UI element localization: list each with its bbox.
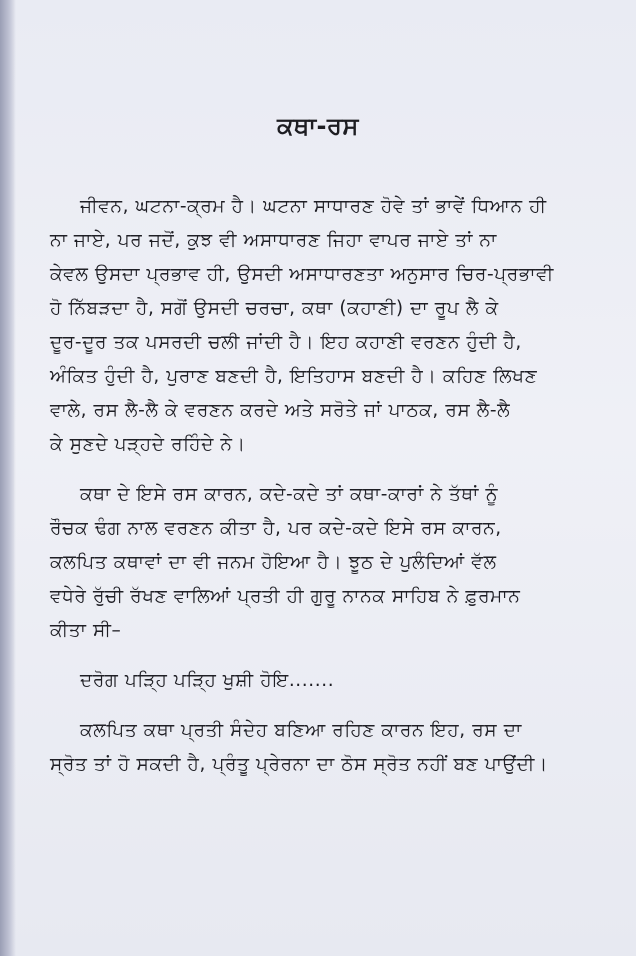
text-line: ਕੇਵਲ ਉਸਦਾ ਪ੍ਰਭਾਵ ਹੀ, ਉਸਦੀ ਅਸਾਧਾਰਣਤਾ ਅਨੁਸਾਰ ਚਿਰ-ਪ੍ਰਭਾਵੀ — [50, 264, 554, 285]
text-line: ਅੰਕਿਤ ਹੁੰਦੀ ਹੈ, ਪੁਰਾਣ ਬਣਦੀ ਹੈ, ਇਤਿਹਾਸ ਬਣਦੀ ਹੈ। ਕਹਿਣ ਲਿਖਣ — [50, 366, 538, 387]
page-title: ਕਥਾ-ਰਸ — [277, 112, 359, 140]
binding-shadow — [0, 0, 16, 956]
text-line: ਜੀਵਨ, ਘਟਨਾ-ਕ੍ਰਮ ਹੈ। ਘਟਨਾ ਸਾਧਾਰਣ ਹੋਵੇ ਤਾਂ ਭਾਵੇਂ ਧਿਆਨ ਹੀ — [80, 196, 547, 217]
text-line: ਕੇ ਸੁਣਦੇ ਪੜ੍ਹਦੇ ਰਹਿੰਦੇ ਨੇ। — [50, 434, 246, 455]
text-line: ਨਾ ਜਾਏ, ਪਰ ਜਦੋਂ, ਕੁਝ ਵੀ ਅਸਾਧਾਰਣ ਜਿਹਾ ਵਾਪਰ ਜਾਏ ਤਾਂ ਨਾ — [50, 230, 497, 251]
text-line: ਕੀਤਾ ਸੀ– — [50, 620, 122, 641]
body-text — [50, 190, 610, 798]
text-line: ਕਲਪਿਤ ਕਥਾਵਾਂ ਦਾ ਵੀ ਜਨਮ ਹੋਇਆ ਹੈ। ਝੂਠ ਦੇ ਪੁਲੰਦਿਆਂ ਵੱਲ — [50, 552, 497, 573]
paragraph-2 — [50, 478, 610, 648]
text-line: ਰੌਚਕ ਢੰਗ ਨਾਲ ਵਰਣਨ ਕੀਤਾ ਹੈ, ਪਰ ਕਦੇ-ਕਦੇ ਇਸੇ ਰਸ ਕਾਰਨ, — [50, 518, 502, 539]
paragraph-1 — [50, 190, 610, 462]
text-line: ਵਧੇਰੇ ਰੁੱਚੀ ਰੱਖਣ ਵਾਲਿਆਂ ਪ੍ਰਤੀ ਹੀ ਗੁਰੂ ਨਾਨਕ ਸਾਹਿਬ ਨੇ ਫ਼ੁਰਮਾਨ — [50, 586, 521, 607]
paragraph-3 — [50, 714, 610, 782]
text-line: ਕਲਪਿਤ ਕਥਾ ਪ੍ਰਤੀ ਸੰਦੇਹ ਬਣਿਆ ਰਹਿਣ ਕਾਰਨ ਇਹ, ਰਸ ਦਾ — [80, 720, 522, 741]
quotation — [50, 664, 610, 698]
text-line: ਕਥਾ ਦੇ ਇਸੇ ਰਸ ਕਾਰਨ, ਕਦੇ-ਕਦੇ ਤਾਂ ਕਥਾ-ਕਾਰਾਂ ਨੇ ਤੱਥਾਂ ਨੂੰ — [80, 484, 499, 505]
text-line: ਸ੍ਰੋਤ ਤਾਂ ਹੋ ਸਕਦੀ ਹੈ, ਪ੍ਰੰਤੂ ਪ੍ਰੇਰਨਾ ਦਾ ਠੋਸ ਸ੍ਰੋਤ ਨਹੀਂ ਬਣ ਪਾਉਂਦੀ। — [50, 754, 549, 775]
text-line: ਹੋ ਨਿੱਬੜਦਾ ਹੈ, ਸਗੋਂ ਉਸਦੀ ਚਰਚਾ, ਕਥਾ (ਕਹਾਣੀ) ਦਾ ਰੂਪ ਲੈ ਕੇ — [50, 298, 499, 319]
text-line: ਦੂਰ-ਦੂਰ ਤਕ ਪਸਰਦੀ ਚਲੀ ਜਾਂਦੀ ਹੈ। ਇਹ ਕਹਾਣੀ ਵਰਣਨ ਹੁੰਦੀ ਹੈ, — [50, 332, 522, 353]
text-line: ਦਰੋਗ ਪੜ੍ਹਿ ਪੜ੍ਹਿ ਖੁਸ਼ੀ ਹੋਇ....... — [80, 670, 335, 691]
text-line: ਵਾਲੇ, ਰਸ ਲੈ-ਲੈ ਕੇ ਵਰਣਨ ਕਰਦੇ ਅਤੇ ਸਰੋਤੇ ਜਾਂ ਪਾਠਕ, ਰਸ ਲੈ-ਲੈ — [50, 400, 511, 421]
